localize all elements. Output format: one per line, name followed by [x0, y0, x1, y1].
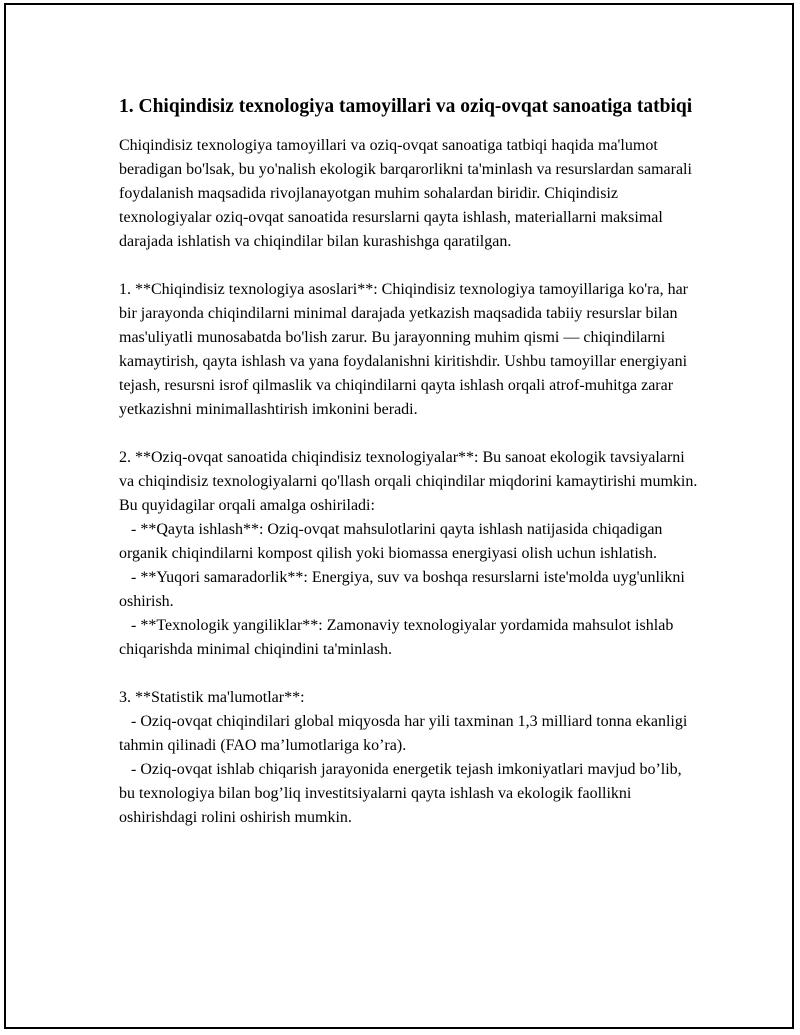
- document-page: [4, 3, 794, 1029]
- section-2-item-innovations: - **Texnologik yangiliklar**: Zamonaviy texnologiyalar yordamida mahsulot ishlab chiqarishda minimal chiqindini ta'minlash.: [119, 617, 678, 658]
- intro-paragraph: Chiqindisiz texnologiya tamoyillari va oziq-ovqat sanoatiga tatbiqi haqida ma'lumot beradigan bo'lsak, bu yo'nalish ekologik barqarorlikni ta'minlash va resurslardan samarali foydalanish maqsadida rivojlanayotgan muhim sohalardan biridir. Chiqindisiz texnologiyalar oziq-ovqat sanoatida resurslarni qayta ishlash, materiallarni maksimal darajada ishlatish va chiqindilar bilan kurashishga qaratilgan.: [119, 137, 696, 250]
- section-2-item-recycling: - **Qayta ishlash**: Oziq-ovqat mahsulotlarini qayta ishlash natijasida chiqadigan organik chiqindilarni kompost qilish yoki biomassa energiyasi olish uchun ishlatish.: [119, 521, 667, 562]
- section-1-paragraph: 1. **Chiqindisiz texnologiya asoslari**: Chiqindisiz texnologiya tamoyillariga ko'ra, har bir jarayonda chiqindilarni minimal darajada yetkazish maqsadida tabiiy resurslar bilan mas'uliyatli munosabatda bo'lish zarur. Bu jarayonning muhim qismi — chiqindilarni kamaytirish, qayta ishlash va yana foydalanishni kiritishdir. Ushbu tamoyillar energiyani tejash, resursni isrof qilmaslik va chiqindilarni qayta ishlash orqali atrof-muhitga zarar yetkazishni minimallashtirish imkonini beradi.: [119, 281, 693, 418]
- document-content: [119, 93, 702, 830]
- section-3-intro: 3. **Statistik ma'lumotlar**:: [119, 689, 305, 706]
- section-2-item-efficiency: - **Yuqori samaradorlik**: Energiya, suv va boshqa resurslarni iste'molda uyg'unlikni oshirish.: [119, 569, 689, 610]
- document-title: 1. Chiqindisiz texnologiya tamoyillari va oziq-ovqat sanoatiga tatbiqi: [119, 96, 693, 117]
- paragraph-gap: [119, 254, 699, 278]
- paragraph-gap: [119, 422, 699, 446]
- section-3-item-global-waste: - Oziq-ovqat chiqindilari global miqyosda har yili taxminan 1,3 milliard tonna ekanligi tahmin qilinadi (FAO ma’lumotlariga ko’ra).: [119, 713, 692, 754]
- section-3-item-energy-saving: - Oziq-ovqat ishlab chiqarish jarayonida energetik tejash imkoniyatlari mavjud bo’lib, bu texnologiya bilan bog’liq investitsiyalarni qayta ishlash va ekologik faollikni oshirishdagi rolini oshirish mumkin.: [119, 761, 686, 826]
- section-2-intro: 2. **Oziq-ovqat sanoatida chiqindisiz texnologiyalar**: Bu sanoat ekologik tavsiyalarni va chiqindisiz texnologiyalarni qo'llash orqali chiqindilar miqdorini kamaytirishi mumkin. Bu quyidagilar orqali amalga oshiriladi:: [119, 449, 702, 514]
- paragraph-gap: [119, 662, 699, 686]
